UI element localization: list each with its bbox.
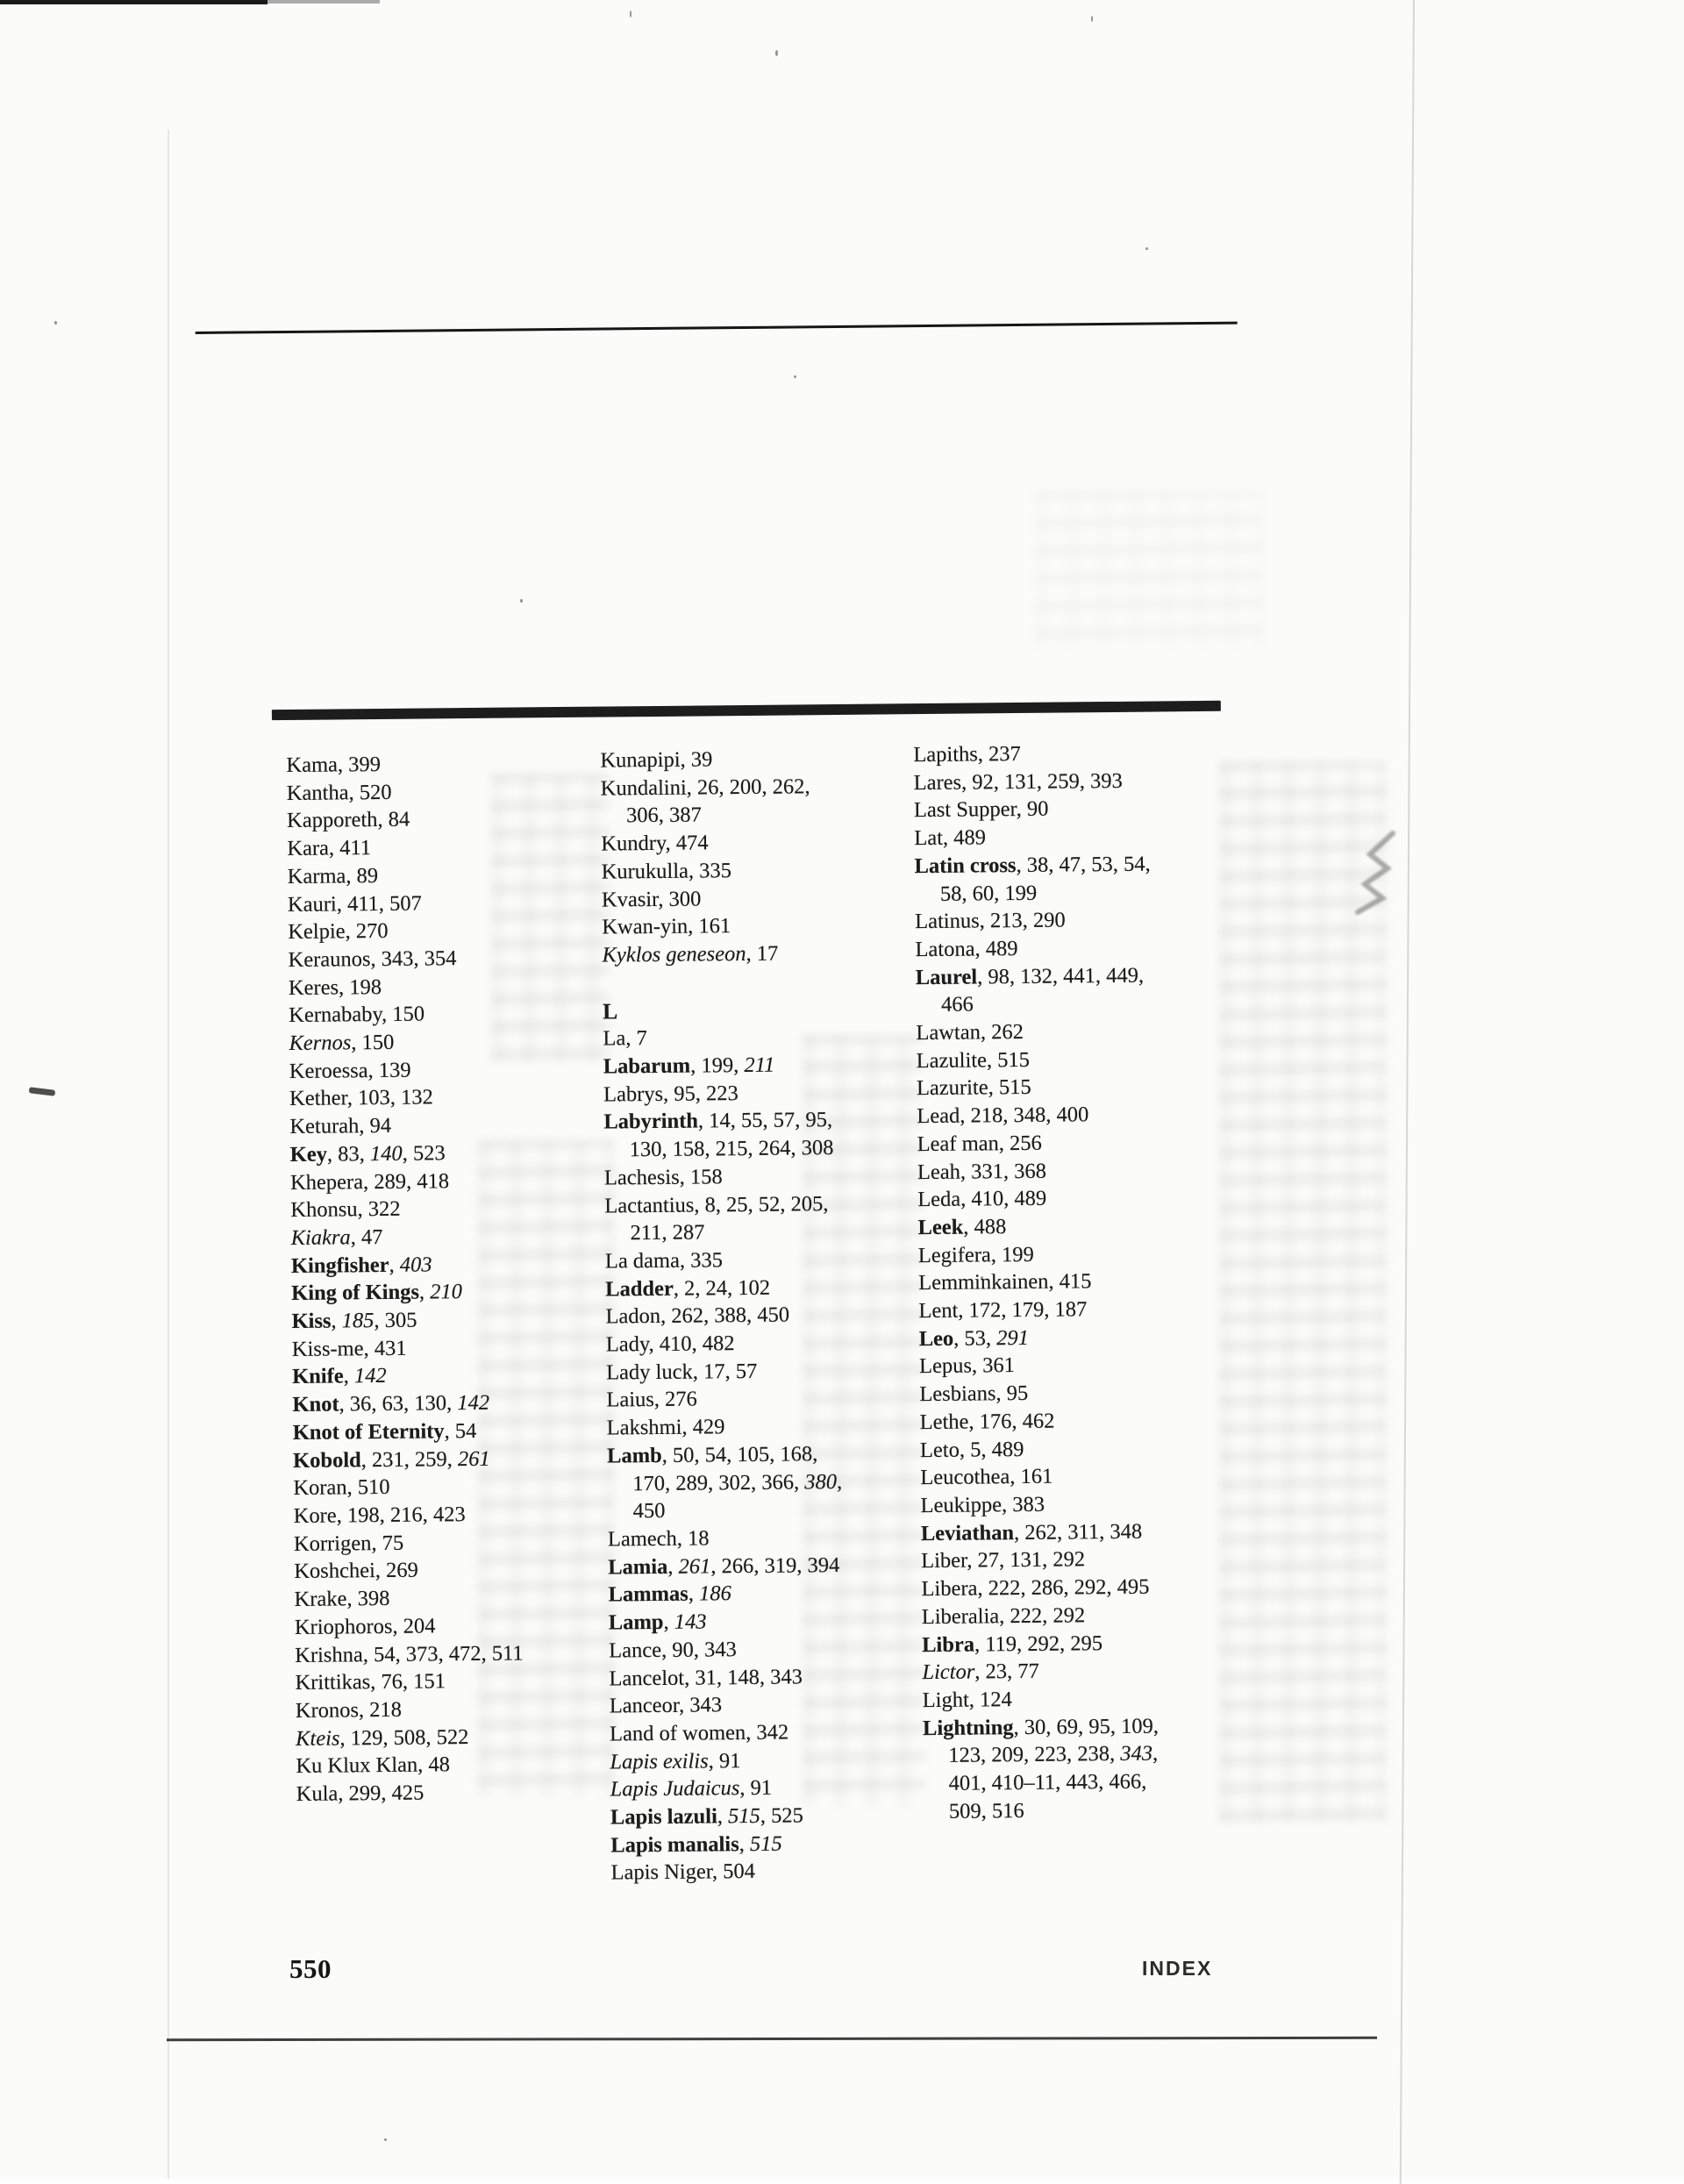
index-entry: [922, 1656, 1257, 1687]
index-entry: [919, 1322, 1254, 1353]
index-line: Krishna, 54, 373, 472, 511: [295, 1640, 524, 1667]
index-line: Lapiths, 237: [913, 741, 1021, 767]
index-line: Kwan-yin, 161: [602, 914, 731, 939]
index-line: Knot of Eternity, 54: [292, 1418, 477, 1445]
index-line: Kama, 399: [286, 752, 382, 778]
index-entry: [605, 1245, 931, 1275]
index-line: Ku Klux Klan, 48: [296, 1752, 451, 1779]
index-entry: [602, 910, 928, 941]
index-line: Leah, 331, 368: [917, 1159, 1047, 1184]
index-line: Lapis Niger, 504: [610, 1859, 756, 1885]
index-line: Libra, 119, 292, 295: [921, 1631, 1103, 1657]
index-entry: [607, 1439, 934, 1526]
index-entry: [604, 1189, 931, 1248]
index-entry: [288, 916, 605, 946]
index-entry: [292, 1360, 610, 1391]
index-entry: [609, 1634, 935, 1665]
index-line: Kteis, 129, 508, 522: [295, 1724, 469, 1751]
index-line: 58, 60, 199: [939, 881, 1038, 906]
section-divider-bar: [272, 701, 1221, 720]
index-entry: [293, 1472, 610, 1502]
index-entry: [918, 1295, 1253, 1325]
index-line: Laurel, 98, 132, 441, 449,: [915, 963, 1145, 989]
index-line: Kauri, 411, 507: [287, 891, 422, 917]
index-entry: [288, 888, 605, 918]
index-entry: [921, 1545, 1256, 1575]
index-line: Lictor, 23, 77: [922, 1659, 1039, 1685]
index-entry: [294, 1499, 611, 1530]
index-entry: [603, 1022, 929, 1053]
index-entry: [610, 1773, 937, 1803]
index-entry: [920, 1433, 1255, 1464]
index-column-2: [600, 744, 937, 1888]
top-rule: [196, 322, 1238, 334]
index-line: Kapporeth, 84: [286, 808, 410, 833]
index-entry: [916, 1016, 1251, 1046]
index-entry: [294, 1583, 611, 1614]
index-line: Libera, 222, 286, 292, 495: [921, 1574, 1150, 1602]
index-line: Leviathan, 262, 311, 348: [920, 1519, 1143, 1545]
index-entry: [922, 1600, 1257, 1631]
index-line: Kunapipi, 39: [600, 747, 713, 773]
index-entry: [289, 1027, 606, 1058]
index-line: Kula, 299, 425: [296, 1781, 425, 1806]
index-line: Kriophoros, 204: [294, 1614, 436, 1639]
index-line: Kvasir, 300: [601, 886, 702, 912]
index-line: Kara, 411: [287, 836, 372, 861]
index-entry: [289, 971, 606, 1002]
index-entry: [608, 1551, 934, 1581]
index-line: Lapis lazuli, 515, 525: [610, 1803, 803, 1830]
index-entry: [601, 855, 927, 886]
index-line: Light, 124: [922, 1688, 1012, 1713]
index-line: Korrigen, 75: [293, 1531, 404, 1556]
index-entry: [604, 1161, 931, 1192]
index-entry: [609, 1606, 935, 1637]
index-line: Lady, 410, 482: [605, 1331, 735, 1357]
index-line: Key, 83, 140, 523: [289, 1141, 446, 1167]
index-line: La, 7: [603, 1026, 647, 1051]
index-entry: [917, 1210, 1252, 1241]
index-entry: [287, 832, 604, 863]
index-entry: [289, 1054, 607, 1085]
index-line: Kiss-me, 431: [291, 1336, 407, 1361]
index-line: Lat, 489: [914, 825, 987, 851]
index-entry: [920, 1405, 1255, 1436]
index-entry: [287, 804, 604, 835]
index-entry: [287, 776, 604, 807]
index-entry: [917, 1183, 1252, 1214]
index-line: Kobold, 231, 259, 261: [292, 1446, 490, 1473]
index-entry: [913, 738, 1248, 768]
index-entry: [609, 1661, 935, 1692]
index-line: Kronos, 218: [295, 1697, 403, 1723]
index-line: Last Supper, 90: [913, 797, 1049, 823]
index-column-3: [913, 738, 1259, 1825]
index-line: Lawtan, 262: [916, 1019, 1024, 1046]
index-entry: [606, 1328, 932, 1359]
index-line: Kundalini, 26, 200, 262,: [600, 774, 810, 801]
index-entry: [916, 960, 1252, 1019]
index-column-1: [286, 749, 614, 1809]
index-line: 466: [940, 992, 974, 1017]
index-line: Kingfisher, 403: [290, 1253, 432, 1278]
index-entry: [923, 1711, 1259, 1825]
index-label: INDEX: [1142, 1957, 1213, 1980]
index-line: Lemminkainen, 415: [918, 1269, 1092, 1295]
index-line: Lady luck, 17, 57: [605, 1359, 758, 1385]
index-entry: [606, 1356, 932, 1387]
index-line: King of Kings, 210: [291, 1280, 463, 1306]
index-line: Karma, 89: [287, 863, 379, 889]
index-entry: [603, 1078, 930, 1109]
index-entry: [914, 766, 1249, 796]
index-line: Lightning, 30, 69, 95, 109,: [922, 1714, 1160, 1740]
index-entry: [295, 1667, 612, 1697]
index-entry: [917, 1155, 1252, 1186]
index-line: Kelpie, 270: [288, 919, 389, 945]
index-line: Lammas, 186: [608, 1581, 731, 1607]
index-line: 450: [632, 1499, 666, 1524]
index-entry: [295, 1638, 612, 1669]
index-line: Khonsu, 322: [290, 1197, 401, 1223]
index-line: Knife, 142: [292, 1364, 387, 1389]
index-line: Lazulite, 515: [916, 1047, 1031, 1073]
index-line: Land of women, 342: [609, 1720, 789, 1746]
index-line: Lakshmi, 429: [606, 1415, 725, 1440]
index-entry: [601, 827, 927, 858]
index-entry: [610, 1829, 937, 1859]
index-line: Kernos, 150: [289, 1030, 395, 1056]
index-entry: [288, 943, 605, 974]
index-line: Kiss, 185, 305: [291, 1308, 417, 1334]
index-entry: [610, 1745, 936, 1776]
index-line: Latona, 489: [915, 936, 1018, 962]
index-line: Keraunos, 343, 354: [288, 946, 457, 972]
index-line: 509, 516: [948, 1798, 1024, 1824]
index-entry: [290, 1138, 608, 1168]
index-line: Labyrinth, 14, 55, 57, 95,: [603, 1108, 833, 1134]
index-line: Kore, 198, 216, 423: [293, 1502, 466, 1528]
index-entry: [291, 1249, 609, 1280]
index-line: Leto, 5, 489: [919, 1437, 1024, 1462]
index-line: Lanceor, 343: [609, 1693, 723, 1718]
index-entry: [291, 1277, 609, 1308]
index-entry: [293, 1416, 610, 1446]
index-line: 130, 158, 215, 264, 308: [629, 1136, 834, 1162]
index-line: Lamia, 261, 266, 319, 394: [608, 1552, 840, 1580]
index-entry: [603, 1105, 931, 1164]
index-line: L: [603, 998, 618, 1024]
index-entry: [600, 744, 926, 774]
index-line: Kundry, 474: [601, 831, 709, 856]
index-line: 123, 209, 223, 238, 343,: [948, 1741, 1159, 1768]
index-entry: [294, 1555, 611, 1586]
index-line: Leo, 53, 291: [918, 1325, 1030, 1351]
index-line: 170, 289, 302, 366, 380,: [632, 1469, 843, 1495]
index-line: Latin cross, 38, 47, 53, 54,: [914, 852, 1151, 878]
index-entry: [608, 1523, 934, 1553]
index-line: Lapis exilis, 91: [610, 1748, 741, 1774]
index-entry: [914, 849, 1250, 908]
index-entry: [290, 1166, 608, 1196]
index-entry: [296, 1722, 613, 1752]
index-line: Koran, 510: [293, 1475, 390, 1501]
index-line: 211, 287: [630, 1220, 705, 1245]
index-line: Lent, 172, 179, 187: [918, 1297, 1088, 1324]
index-line: Kyklos geneseon, 17: [602, 941, 779, 967]
index-entry: [923, 1683, 1258, 1714]
index-entry: [290, 1221, 608, 1252]
index-entry: [296, 1694, 613, 1724]
index-line: Kurukulla, 335: [601, 858, 732, 884]
index-entry: [610, 1801, 937, 1831]
index-entry: [295, 1610, 612, 1641]
index-entry: [918, 1238, 1253, 1269]
index-entry: [602, 883, 928, 914]
index-entry: [610, 1689, 936, 1720]
index-line: Legifera, 199: [917, 1242, 1034, 1267]
index-line: Lancelot, 31, 148, 343: [609, 1664, 803, 1691]
index-entry: [922, 1628, 1257, 1659]
index-line: Leek, 488: [917, 1215, 1007, 1240]
index-entry: [608, 1578, 934, 1609]
index-entry: [610, 1717, 936, 1748]
index-line: 306, 387: [625, 803, 702, 828]
index-line: Khepera, 289, 418: [289, 1168, 450, 1195]
index-entry: [290, 1194, 608, 1224]
index-entry: [921, 1517, 1256, 1547]
index-line: Lesbians, 95: [919, 1381, 1029, 1407]
index-entry: [606, 1383, 932, 1414]
index-entry: [603, 1050, 930, 1081]
index-entry: [919, 1350, 1254, 1381]
index-line: Lapis manalis, 515: [610, 1831, 782, 1858]
index-line: Kether, 103, 132: [289, 1085, 433, 1111]
index-entry: [286, 749, 603, 780]
index-line: Lachesis, 158: [603, 1165, 723, 1190]
index-line: Leukippe, 383: [920, 1492, 1045, 1518]
index-entry: [293, 1444, 610, 1474]
index-line: Lead, 218, 348, 400: [917, 1103, 1089, 1129]
index-entry: [917, 1072, 1252, 1103]
index-line: Leucothea, 161: [920, 1464, 1053, 1490]
index-line: 401, 410–11, 443, 466,: [948, 1769, 1147, 1795]
index-entry: [610, 1856, 937, 1887]
index-entry: [918, 1267, 1253, 1297]
index-line: Keres, 198: [288, 974, 382, 1000]
index-line: Kantha, 520: [286, 780, 392, 805]
index-entry: [919, 1378, 1254, 1409]
index-line: Lamech, 18: [607, 1526, 710, 1552]
index-entry: [602, 939, 928, 969]
index-line: Lapis Judaicus, 91: [610, 1776, 773, 1802]
index-line: Liberalia, 222, 292: [921, 1603, 1086, 1629]
index-line: Labrys, 95, 223: [603, 1081, 739, 1107]
index-line: Lamb, 50, 54, 105, 168,: [606, 1442, 818, 1468]
index-line: Lamp, 143: [608, 1609, 707, 1635]
index-entry: [289, 999, 606, 1030]
index-line: Krittikas, 76, 151: [295, 1669, 446, 1695]
index-line: Knot, 36, 63, 130, 142: [292, 1390, 490, 1417]
index-line: Koshchei, 269: [294, 1558, 418, 1584]
index-line: Labarum, 199, 211: [603, 1053, 775, 1079]
index-line: Keroessa, 139: [289, 1058, 411, 1083]
index-line: Kiakra, 47: [290, 1224, 383, 1250]
index-entry: [289, 1110, 607, 1141]
index-line: Leda, 410, 489: [917, 1186, 1047, 1212]
index-line: Lepus, 361: [918, 1353, 1016, 1379]
index-line: Liber, 27, 131, 292: [921, 1547, 1086, 1574]
index-entry: [605, 1273, 931, 1303]
index-line: Lance, 90, 343: [609, 1637, 737, 1663]
index-line: Laius, 276: [606, 1388, 697, 1413]
index-entry: [915, 932, 1250, 963]
index-entry: [917, 1044, 1252, 1074]
index-line: Ladon, 262, 388, 450: [605, 1303, 790, 1329]
index-entry: [607, 1411, 933, 1442]
page-number: 550: [289, 1953, 332, 1984]
section-heading: [603, 995, 929, 1025]
index-line: Krake, 398: [294, 1587, 390, 1612]
index-line: Lazurite, 515: [916, 1075, 1031, 1101]
index-line: Leaf man, 256: [917, 1131, 1042, 1156]
index-line: Lares, 92, 131, 259, 393: [913, 768, 1123, 795]
index-entry: [289, 1082, 607, 1113]
index-line: Keturah, 94: [289, 1114, 392, 1139]
index-entry: [288, 860, 605, 890]
index-line: Ladder, 2, 24, 102: [605, 1275, 771, 1302]
index-line: Kernababy, 150: [289, 1002, 425, 1028]
index-entry: [292, 1332, 610, 1363]
index-entry: [920, 1488, 1255, 1519]
index-entry: [601, 772, 928, 831]
index-entry: [914, 822, 1249, 853]
index-entry: [296, 1777, 614, 1808]
index-entry: [915, 905, 1250, 936]
index-entry: [917, 1100, 1252, 1131]
index-entry: [917, 1127, 1252, 1158]
index-line: Lactantius, 8, 25, 52, 205,: [604, 1191, 829, 1218]
index-line: Latinus, 213, 290: [915, 908, 1066, 934]
index-line: Lethe, 176, 462: [919, 1409, 1055, 1434]
index-entry: [291, 1305, 609, 1336]
index-entry: [292, 1388, 610, 1419]
index-entry: [914, 794, 1249, 824]
index-entry: [920, 1461, 1255, 1492]
index-entry: [921, 1573, 1256, 1603]
index-entry: [294, 1527, 611, 1558]
index-entry: [605, 1300, 931, 1331]
index-entry: [296, 1750, 613, 1781]
index-line: La dama, 335: [604, 1248, 724, 1274]
